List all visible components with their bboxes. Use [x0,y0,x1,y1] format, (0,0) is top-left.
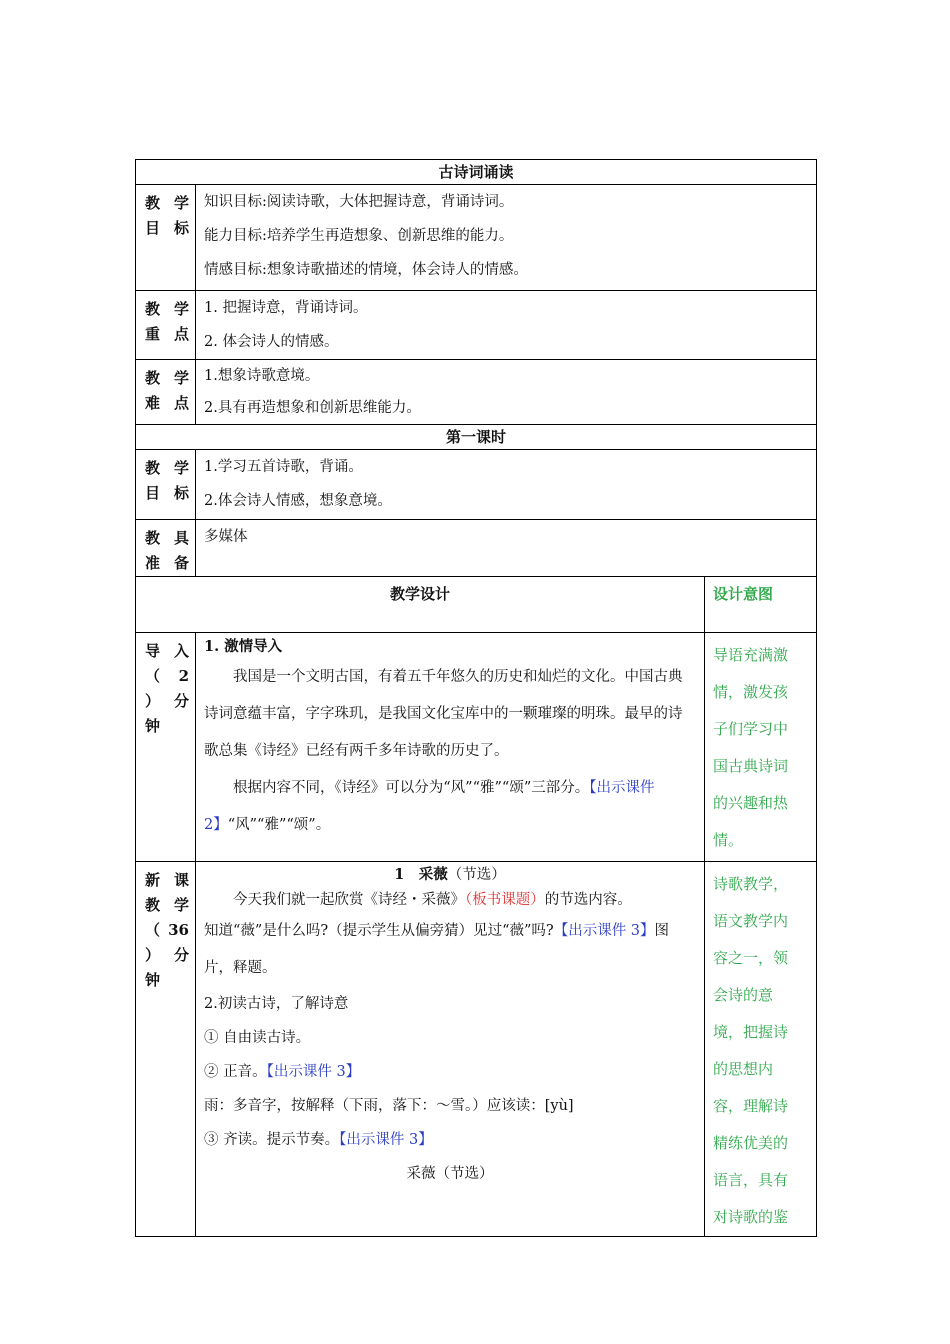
label-tools: 教 具 准 备 [136,520,196,577]
intro-paragraph-2: 根据内容不同，《诗经》可以分为“风”“雅”“颂”三部分。【出示课件 2】“风”“雅”“颂”。 [204,780,655,833]
intro-paragraph: 我国是一个文明古国，有着五千年悠久的历史和灿烂的文化。中国古典诗词意蕴丰富，字字珠玑，是我国文化宝库中的一颗璀璨的明珠。最早的诗歌总集《诗经》已经有两千多年诗歌的历史了。 [204,669,683,759]
design-header: 教学设计 [136,577,705,633]
doc-title: 古诗词诵读 [136,160,817,185]
courseware-link[interactable]: 【出示课件 3】 [339,1132,433,1148]
intro-content [196,633,705,862]
intro-intent-note: 导语充满激 情，激发孩 子们学习中 国古典诗词 的兴趣和热 情。 [705,633,817,862]
lesson-goals-content: 1.学习五首诗歌，背诵。 2.体会诗人情感，想象意境。 [196,450,817,520]
courseware-link[interactable]: 【出示课件 2】 [204,780,655,833]
lesson-plan-table [135,159,817,1237]
label-intro: 导 入 （ 2 ） 分 钟 [136,633,196,862]
intent-header: 设计意图 [705,577,817,633]
poem-subtitle: 采薇（节选） [406,1166,494,1182]
label-key-points: 教 学 重 点 [136,291,196,360]
intro-heading: 1. 激情导入 [204,638,283,655]
label-lesson-goals: 教 学 目 标 [136,450,196,520]
label-teaching-goals: 教 学 目 标 [136,185,196,291]
tools-content: 多媒体 [196,520,817,577]
lesson-title: 第一课时 [136,425,817,450]
board-note: （板书课题） [465,892,545,908]
courseware-link[interactable]: 【出示课件 3】 [553,923,655,939]
difficulties-content: 1.想象诗歌意境。 2.具有再造想象和创新思维能力。 [196,360,817,425]
new-lesson-content: 1 采薇（节选） 今天我们就一起欣赏《诗经・采薇》（板书课题）的节选内容。 知道“薇”是什么吗?（提示学生从偏旁猜）见过“薇”吗?【出示课件 3】图片，释题。 2.初读古诗，了解诗意 ① 自由读古诗。 ② 正音。【出示课件 3】 雨：多音字，按解释（下雨，落下：～雪。）应该读：[yù] ③ 齐读。提示节奏。【出示课件 3】 采薇（节选） [196,862,705,1237]
new-lesson-intent-note: 诗歌教学， 语文教学内 容之一，领 会诗的意 境，把握诗 的思想内 容，理解诗 精练优美的 语言，具有 对诗歌的鉴 [705,862,817,1237]
key-points-content: 1. 把握诗意，背诵诗词。 2. 体会诗人的情感。 [196,291,817,360]
courseware-link[interactable]: 【出示课件 3】 [266,1064,361,1080]
teaching-goals-content: 知识目标:阅读诗歌，大体把握诗意，背诵诗词。 能力目标:培养学生再造想象、创新思维的能力。 情感目标:想象诗歌描述的情境，体会诗人的情感。 [196,185,817,291]
poem-title: 1 采薇（节选） [394,866,506,883]
label-new-lesson: 新 课 教 学 （ 36 ） 分 钟 [136,862,196,1237]
label-difficulties: 教 学 难 点 [136,360,196,425]
